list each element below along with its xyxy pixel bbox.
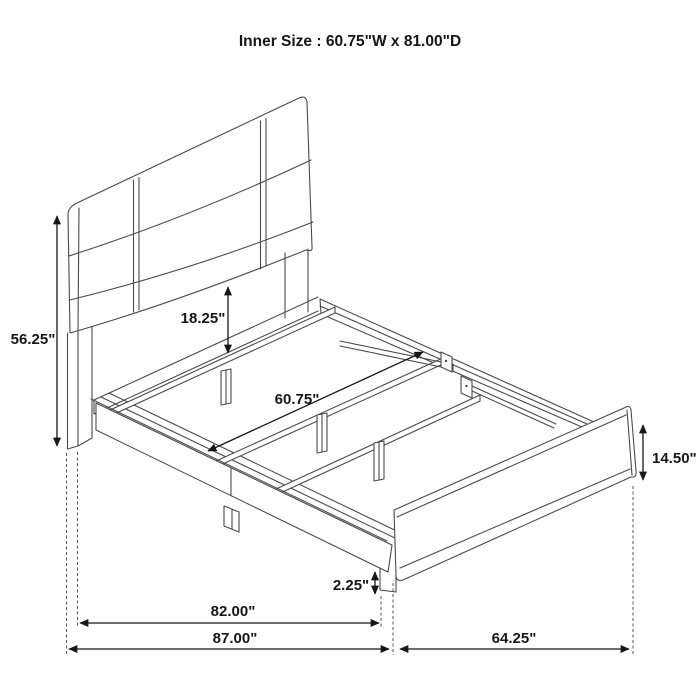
headboard-left-leg [68,327,93,449]
left-side-rail [91,399,396,592]
dim-label-floor-clearance: 2.25" [332,577,370,594]
right-side-rail [320,299,598,434]
headboard-right-leg [285,249,308,318]
dim-label-headboard-height: 56.25" [10,331,56,348]
bed-frame [91,297,636,592]
footboard [394,406,636,580]
dim-label-footboard-height: 14.50" [652,450,697,467]
diagram-title: Inner Size : 60.75"W x 81.00"D [238,33,462,50]
dim-label-64: 64.25" [491,630,537,647]
dim-label-inner-width: 60.75" [274,391,320,408]
dim-label-87: 87.00" [212,630,258,647]
dim-label-headboard-clearance: 18.25" [180,310,226,327]
support-slat [216,358,443,467]
dim-label-82: 82.00" [210,603,256,620]
